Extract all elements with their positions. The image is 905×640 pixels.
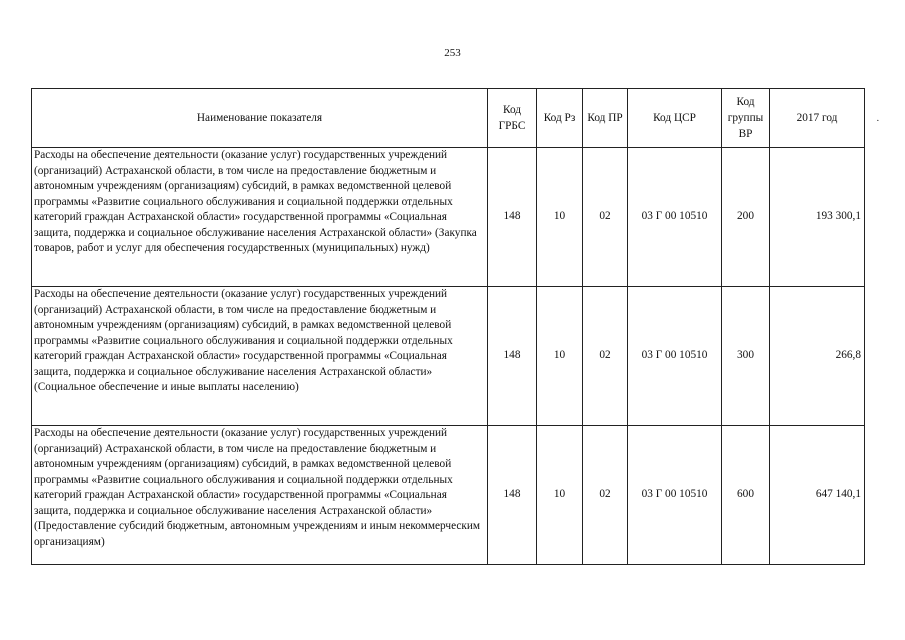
budget-table [31,88,865,565]
row-vr: 600 [722,426,770,565]
row-rz: 10 [537,426,583,565]
row-pr: 02 [583,426,628,565]
row-name: Расходы на обеспечение деятельности (оказание услуг) государственных учреждений (организаций) Астраханской области, в том числе на предоставление бюджетным и автономным учреждениям (организациям) субсидий, в рамках ведомственной целевой программы «Развитие социального обслуживания и социальной поддержки отдельных категорий граждан Астраханской области» государственной программы «Социальная защита, поддержка и социальное обслуживание населения Астраханской области» (Предоставление субсидий бюджетным, автономным учреждениям и иным некоммерческим организациям) [32,426,488,565]
row-grbs: 148 [488,148,537,287]
row-csr: 03 Г 00 10510 [628,287,722,426]
row-amount: 266,8 [770,287,865,426]
row-csr: 03 Г 00 10510 [628,426,722,565]
table-row [32,148,865,287]
table-row [32,426,865,565]
table-row [32,287,865,426]
page-number: 253 [444,47,461,59]
row-grbs: 148 [488,426,537,565]
row-pr: 02 [583,287,628,426]
row-name: Расходы на обеспечение деятельности (оказание услуг) государственных учреждений (организаций) Астраханской области, в том числе на предоставление бюджетным и автономным учреждениям (организациям) субсидий, в рамках ведомственной целевой программы «Развитие социального обслуживания и социальной поддержки отдельных категорий граждан Астраханской области» государственной программы «Социальная защита, поддержка и социальное обслуживание населения Астраханской области» (Закупка товаров, работ и услуг для обеспечения государственных (муниципальных) нужд) [32,148,488,287]
header-year: 2017 год [770,89,865,148]
header-rz: Код Рз [537,89,583,148]
row-csr: 03 Г 00 10510 [628,148,722,287]
header-pr: Код ПР [583,89,628,148]
header-vr: Код группы ВР [722,89,770,148]
row-rz: 10 [537,148,583,287]
table-header [32,89,865,148]
header-csr: Код ЦСР [628,89,722,148]
row-name: Расходы на обеспечение деятельности (оказание услуг) государственных учреждений (организаций) Астраханской области, в том числе на предоставление бюджетным и автономным учреждениям (организациям) субсидий, в рамках ведомственной целевой программы «Развитие социального обслуживания и социальной поддержки отдельных категорий граждан Астраханской области» государственной программы «Социальная защита, поддержка и социальное обслуживание населения Астраханской области» (Социальное обеспечение и иные выплаты населению) [32,287,488,426]
margin-mark: · [876,115,880,127]
row-amount: 193 300,1 [770,148,865,287]
header-name: Наименование показателя [32,89,488,148]
row-grbs: 148 [488,287,537,426]
header-grbs: Код ГРБС [488,89,537,148]
table-body [32,148,865,565]
header-row [32,89,865,148]
row-amount: 647 140,1 [770,426,865,565]
row-vr: 200 [722,148,770,287]
row-pr: 02 [583,148,628,287]
row-rz: 10 [537,287,583,426]
row-vr: 300 [722,287,770,426]
